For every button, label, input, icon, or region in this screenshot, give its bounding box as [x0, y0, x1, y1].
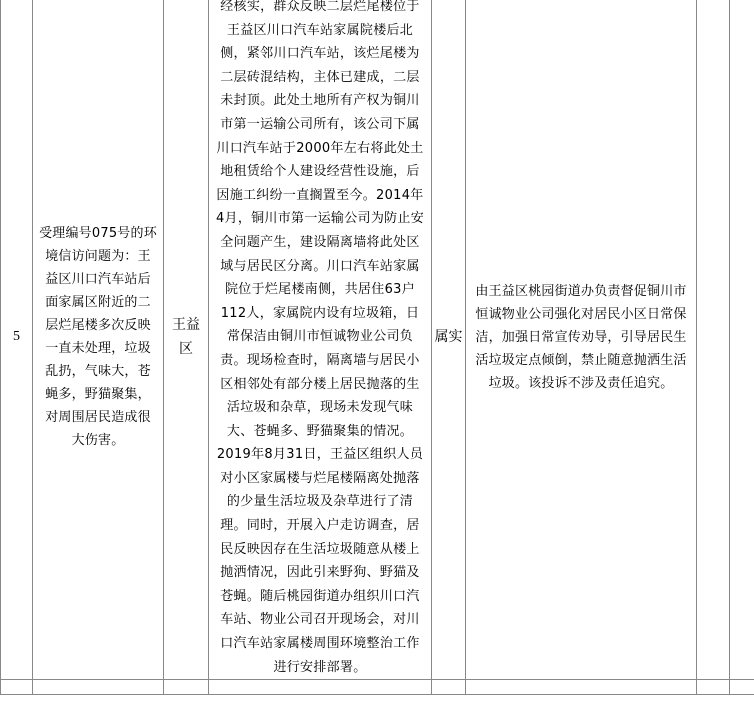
next-cell [33, 680, 164, 695]
row-index-cell [1, 0, 33, 680]
extra-cell-2 [730, 0, 754, 680]
area-text: 王益区 [172, 317, 200, 358]
verdict-text: 属实 [434, 329, 463, 346]
problem-cell [33, 0, 164, 680]
next-cell [730, 680, 754, 695]
detail-text: 经核实，群众反映二层烂尾楼位于王益区川口汽车站家属院楼后北侧，紧邻川口汽车站，该烂尾楼为二层砖混结构，主体已建成，二层未封顶。此处土地所有产权为铜川市第一运输公司所有，该公司下属川口汽车站于2000年左右将此处土地租赁给个人建设经营性设施，后因施工纠纷一直搁置至今。2014年4月，铜川市第一运输公司为防止安全问题产生，建设隔离墙将此处区域与居民区分离。川口汽车站家属院位于烂尾楼南侧，共居住63户112人，家属院内设有垃圾箱，日常保洁由铜川市恒诚物业公司负责。现场检查时，隔离墙与居民小区相邻处有部分楼上居民抛落的生活垃圾和杂草，现场未发现气味大、苍蝇多、野猫聚集的情况。2019年8月31日，王益区组织人员对小区家属楼与烂尾楼隔离处抛落的少量生活垃圾及杂草进行了清理。同时，开展入户走访调查，居民反映因存在生活垃圾随意从楼上抛洒情况，因此引来野狗、野猫及苍蝇。随后桃园街道办组织川口汽车站、物业公司召开现场会，对川口汽车站家属楼周围环境整治工作进行安排部署。 [215, 0, 425, 675]
extra-cell-1 [697, 0, 730, 680]
result-text: 由王益区桃园街道办负责督促铜川市恒诚物业公司强化对居民小区日常保洁，加强日常宣传劝导，引导居民生活垃圾定点倾倒，禁止随意抛洒生活垃圾。该投诉不涉及责任追究。 [475, 283, 687, 391]
next-cell [1, 680, 33, 695]
next-cell [697, 680, 730, 695]
table-row-next [1, 680, 754, 695]
row-index: 5 [13, 329, 20, 345]
detail-cell [209, 0, 432, 680]
next-cell [164, 680, 209, 695]
next-cell [432, 680, 466, 695]
problem-text: 受理编号075号的环境信访问题为：王益区川口汽车站后面家属区附近的二层烂尾楼多次反映一直未处理，垃圾乱扔，气味大，苍蝇多，野猫聚集，对周围居民造成很大伤害。 [39, 226, 157, 449]
result-cell [466, 0, 697, 680]
next-cell [209, 680, 432, 695]
table-row [1, 0, 754, 680]
next-cell [466, 680, 697, 695]
verdict-cell [432, 0, 466, 680]
area-cell [164, 0, 209, 680]
